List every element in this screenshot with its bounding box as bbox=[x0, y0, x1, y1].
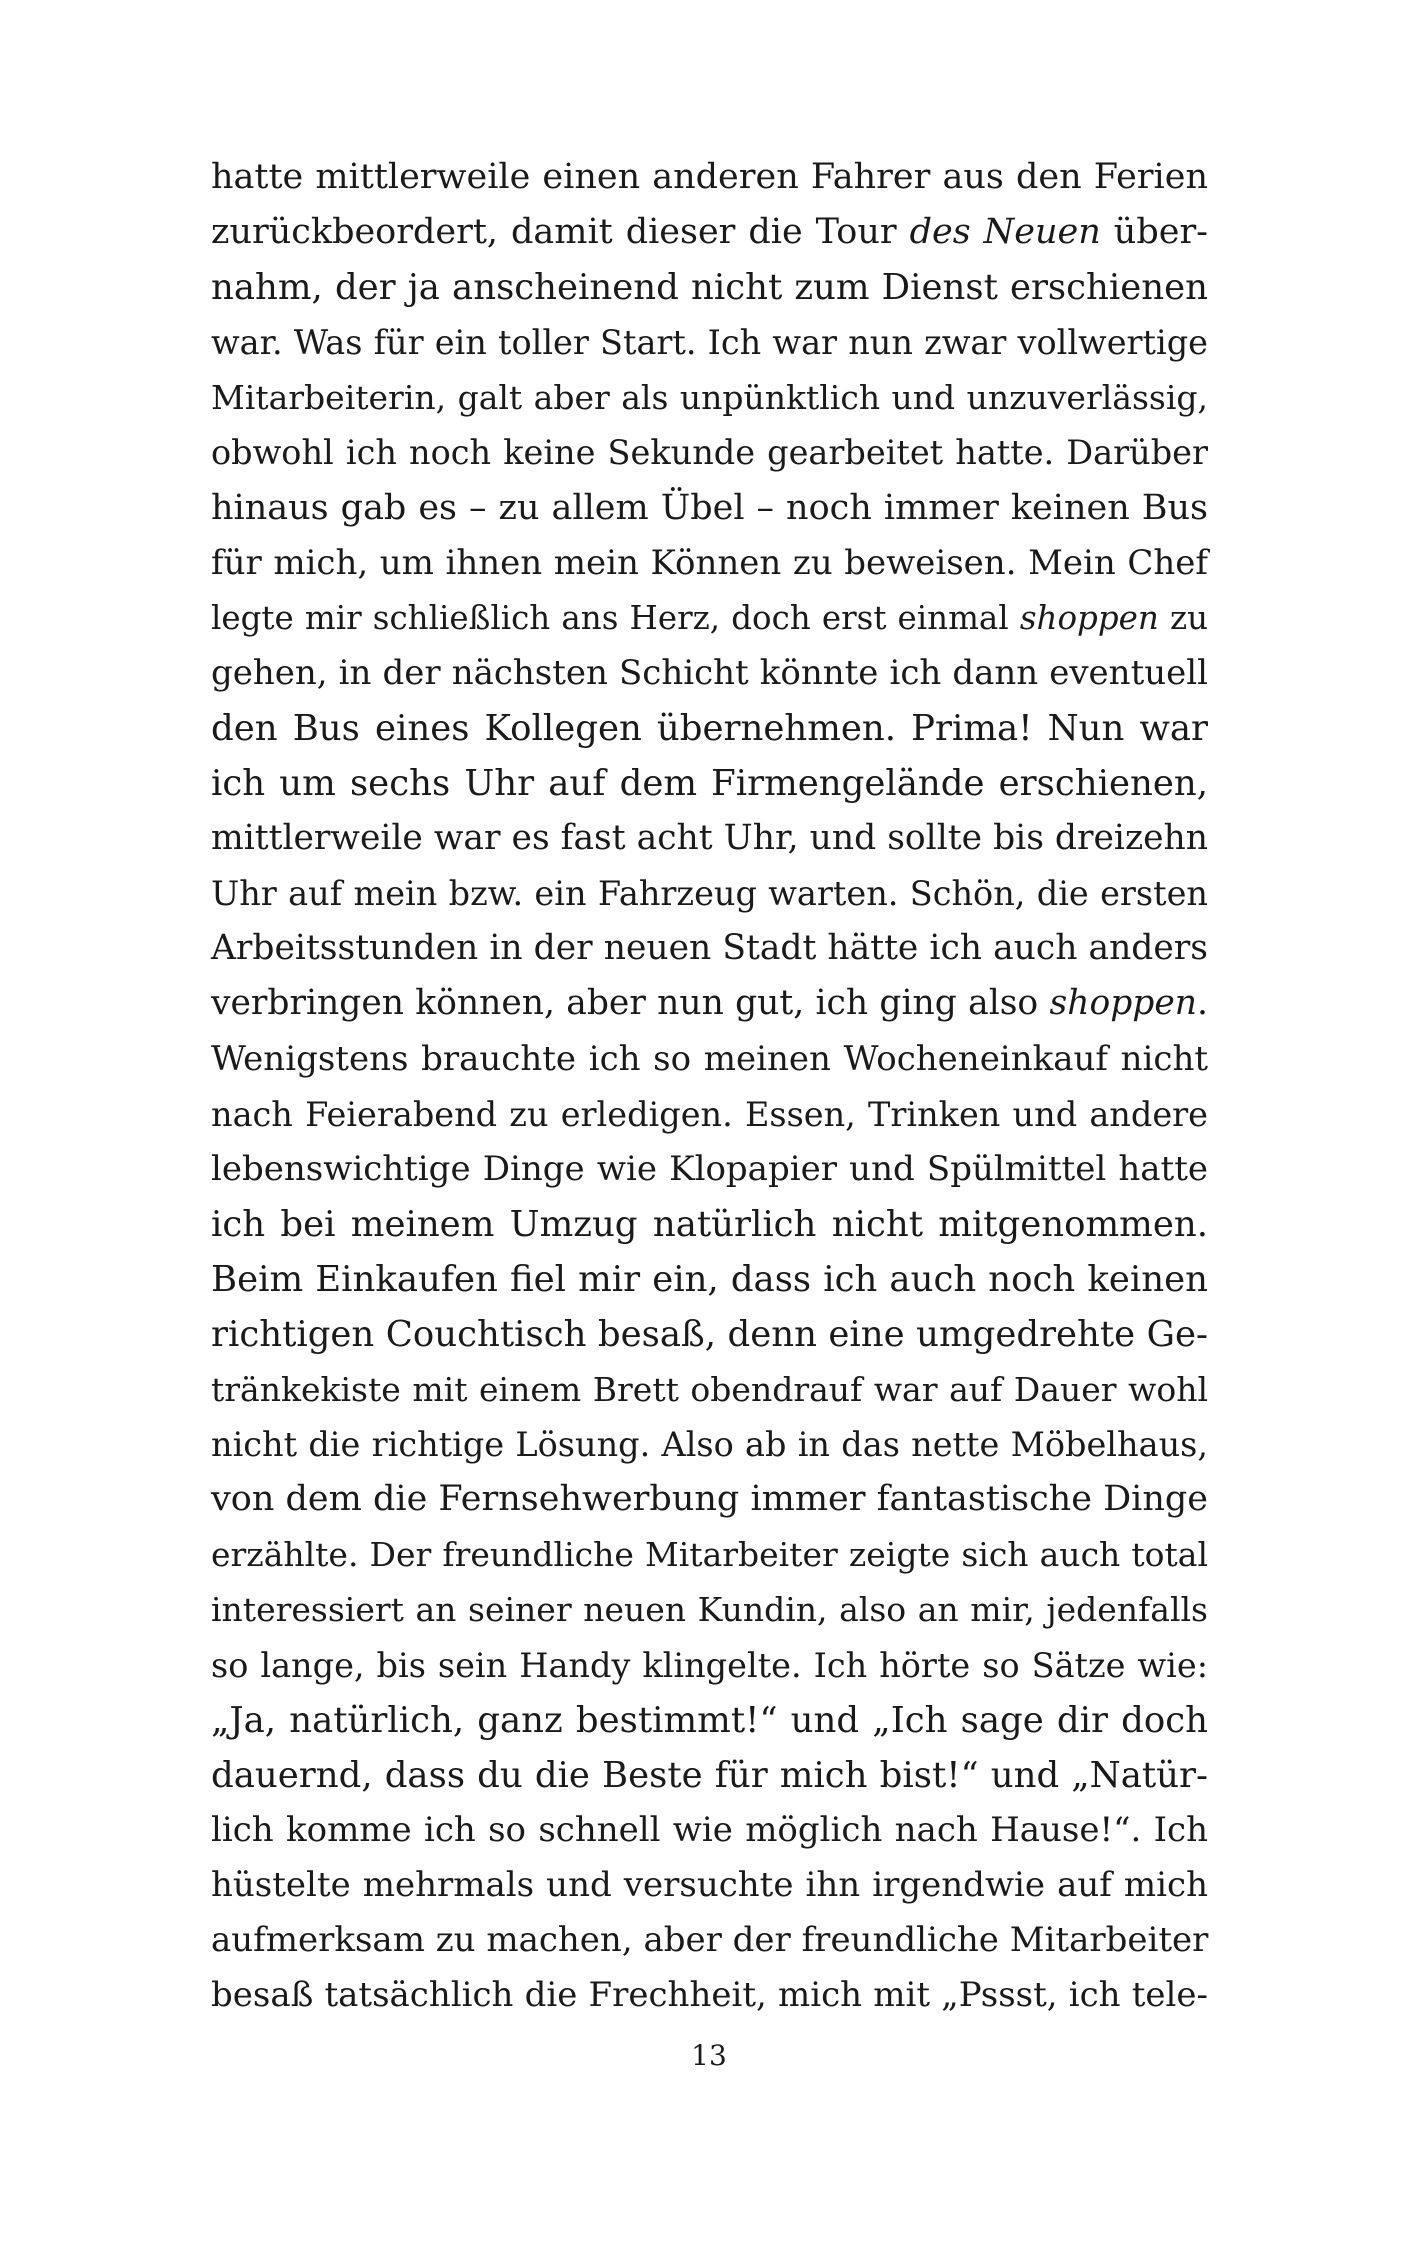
text-line bbox=[211, 1968, 1208, 2023]
text-line bbox=[211, 425, 1208, 480]
text-run: ich bei meinem Umzug natürlich nicht mitgenommen. bbox=[211, 1203, 1208, 1245]
text-run: den Bus eines Kollegen übernehmen. Prima! Nun war bbox=[211, 707, 1208, 749]
text-run: Arbeitsstunden in der neuen Stadt hätte ich auch anders bbox=[211, 928, 1208, 969]
text-line bbox=[211, 536, 1208, 591]
text-line bbox=[211, 315, 1208, 370]
text-line bbox=[211, 1362, 1208, 1417]
text-line bbox=[211, 1307, 1208, 1362]
text-run: hinaus gab es – zu allem Übel – noch immer keinen Bus bbox=[211, 487, 1208, 528]
text-run: Beim Einkaufen fiel mir ein, dass ich auch noch keinen bbox=[211, 1258, 1208, 1300]
text-run: war. Was für ein toller Start. Ich war nun zwar vollwertige bbox=[211, 323, 1208, 363]
text-line bbox=[211, 1087, 1208, 1142]
text-run: verbringen können, aber nun gut, ich ging also bbox=[211, 983, 1050, 1024]
text-run: nach Feierabend zu erledigen. Essen, Trinken und andere bbox=[211, 1094, 1208, 1134]
italic-text-run: shoppen bbox=[1049, 983, 1198, 1024]
text-run: für mich, um ihnen mein Können zu beweisen. Mein Chef bbox=[211, 542, 1208, 583]
text-run: so lange, bis sein Handy klingelte. Ich hörte so Sätze wie: bbox=[211, 1645, 1208, 1685]
text-line bbox=[211, 646, 1208, 701]
italic-text-run: shoppen bbox=[1019, 598, 1159, 637]
text-run: zu bbox=[1158, 598, 1208, 637]
text-run: . bbox=[1197, 983, 1208, 1024]
text-run: lebenswichtige Dinge wie Klopapier und Spülmittel hatte bbox=[211, 1148, 1208, 1189]
text-line bbox=[211, 370, 1208, 425]
text-run: nicht die richtige Lösung. Also ab in das nette Möbelhaus, bbox=[211, 1425, 1208, 1465]
text-line bbox=[211, 1032, 1208, 1087]
text-run: ich um sechs Uhr auf dem Firmengelände erschienen, bbox=[211, 763, 1208, 805]
text-run: zurückbeordert, damit dieser die Tour bbox=[211, 212, 910, 253]
text-run: richtigen Couchtisch besaß, denn eine umgedrehte Ge- bbox=[211, 1313, 1208, 1355]
text-line bbox=[211, 150, 1208, 205]
text-line bbox=[211, 756, 1208, 811]
text-run: lich komme ich so schnell wie möglich nach Hause!“. Ich bbox=[211, 1809, 1208, 1850]
text-run: mittlerweile war es fast acht Uhr, und sollte bis dreizehn bbox=[211, 818, 1208, 859]
text-line bbox=[211, 811, 1208, 866]
text-line bbox=[211, 866, 1208, 921]
text-run: besaß tatsächlich die Frechheit, mich mit „Pssst, ich tele- bbox=[211, 1975, 1208, 2016]
text-line bbox=[211, 1582, 1208, 1637]
text-line bbox=[211, 1858, 1208, 1913]
text-run: über- bbox=[1100, 212, 1209, 253]
text-run: gehen, in der nächsten Schicht könnte ich dann eventuell bbox=[211, 652, 1208, 693]
text-line bbox=[211, 1417, 1208, 1472]
text-run: nahm, der ja anscheinend nicht zum Dienst erschienen bbox=[211, 267, 1208, 309]
text-line bbox=[211, 1693, 1208, 1748]
text-run: Wenigstens brauchte ich so meinen Wocheneinkauf nicht bbox=[211, 1038, 1208, 1079]
text-line bbox=[211, 701, 1208, 756]
text-run: dauernd, dass du die Beste für mich bist!“ und „Natür- bbox=[211, 1754, 1208, 1796]
italic-text-run: des Neuen bbox=[909, 212, 1101, 253]
text-run: von dem die Fernsehwerbung immer fantastische Dinge bbox=[211, 1479, 1208, 1520]
text-run: hatte mittlerweile einen anderen Fahrer aus den Ferien bbox=[211, 157, 1208, 197]
text-run: interessiert an seiner neuen Kundin, also an mir, jedenfalls bbox=[211, 1590, 1208, 1630]
text-line bbox=[211, 1197, 1208, 1252]
text-line bbox=[211, 1913, 1208, 1968]
body-text bbox=[211, 150, 1208, 2023]
text-line bbox=[211, 1638, 1208, 1693]
text-run: obwohl ich noch keine Sekunde gearbeitet hatte. Darüber bbox=[211, 433, 1208, 473]
text-line bbox=[211, 1527, 1208, 1582]
page-number: 13 bbox=[691, 2039, 727, 2072]
text-run: Uhr auf mein bzw. ein Fahrzeug warten. Schön, die ersten bbox=[211, 874, 1208, 914]
text-line bbox=[211, 591, 1208, 646]
text-line bbox=[211, 1748, 1208, 1803]
text-line bbox=[211, 205, 1208, 260]
text-run: hüstelte mehrmals und versuchte ihn irgendwie auf mich bbox=[211, 1864, 1208, 1905]
text-run: „Ja, natürlich, ganz bestimmt!“ und „Ich sage dir doch bbox=[211, 1699, 1208, 1741]
text-line bbox=[211, 921, 1208, 976]
text-line bbox=[211, 260, 1208, 315]
text-run: aufmerksam zu machen, aber der freundliche Mitarbeiter bbox=[211, 1920, 1209, 1960]
text-line bbox=[211, 481, 1208, 536]
text-run: erzählte. Der freundliche Mitarbeiter zeigte sich auch total bbox=[211, 1535, 1208, 1575]
text-line bbox=[211, 1142, 1208, 1197]
text-run: tränkekiste mit einem Brett obendrauf war auf Dauer wohl bbox=[211, 1370, 1208, 1410]
text-line bbox=[211, 1472, 1208, 1527]
text-run: legte mir schließlich ans Herz, doch erst einmal bbox=[211, 598, 1020, 637]
text-line bbox=[211, 1252, 1208, 1307]
text-run: Mitarbeiterin, galt aber als unpünktlich und unzuverlässig, bbox=[211, 378, 1208, 418]
text-line bbox=[211, 976, 1208, 1031]
text-line bbox=[211, 1803, 1208, 1858]
